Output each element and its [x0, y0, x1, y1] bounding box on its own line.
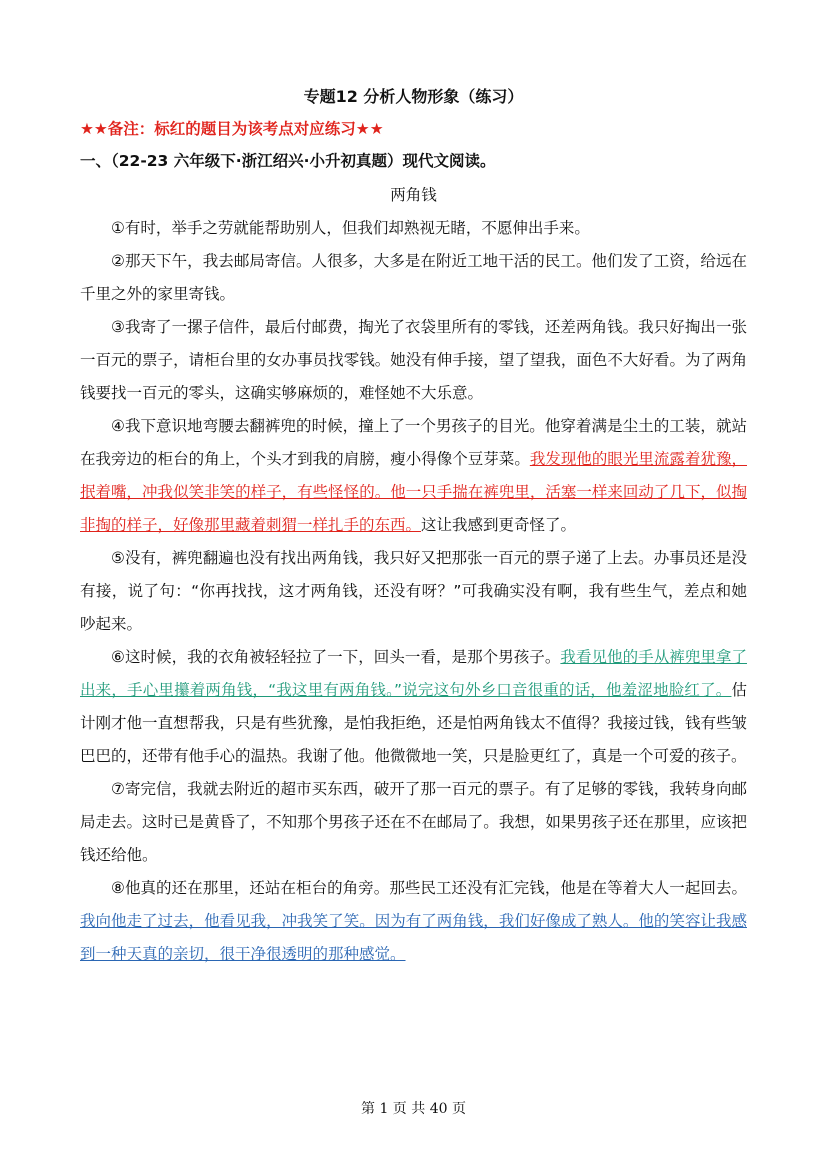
paragraph-3: ③我寄了一摞子信件，最后付邮费，掏光了衣袋里所有的零钱，还差两角钱。我只好掏出一张一百元的票子，请柜台里的女办事员找零钱。她没有伸手接，望了望我，面色不大好看。为了两角钱要找一百元的零头，这确实够麻烦的，难怪她不大乐意。: [80, 318, 747, 402]
paragraph-2: ②那天下午，我去邮局寄信。人很多，大多是在附近工地干活的民工。他们发了工资，给远在千里之外的家里寄钱。: [80, 252, 747, 303]
note-banner: ★★备注：标红的题目为该考点对应练习★★: [80, 120, 384, 138]
blue-underlined-passage: 我向他走了过去，他看见我，冲我笑了笑。因为有了两角钱，我们好像成了熟人。他的笑容让我感到一种天真的亲切，很干净很透明的那种感觉。: [80, 912, 747, 963]
paragraph-7: ⑦寄完信，我就去附近的超市买东西，破开了那一百元的票子。有了足够的零钱，我转身向邮局走去。这时已是黄昏了，不知那个男孩子还在不在邮局了。我想，如果男孩子还在那里，应该把钱还给他。: [80, 780, 747, 864]
paragraph-6: [80, 641, 747, 773]
paragraph-8: [80, 872, 747, 971]
page-title: 专题12 分析人物形象（练习）: [303, 87, 524, 106]
paragraph-4-text-a: ④我下意识地弯腰去翻裤兜的时候，撞上了一个男孩子的目光。他穿着满是尘土的工装，就站在我旁边的柜台的角上，个头才到我的肩膀，瘦小得像个豆芽菜。: [80, 417, 747, 468]
paragraph-6-text-a: ⑥这时候，我的衣角被轻轻拉了一下，回头一看，是那个男孩子。: [111, 648, 561, 666]
page-footer: 第 1 页 共 40 页: [361, 1101, 466, 1117]
paragraph-5: ⑤没有，裤兜翻遍也没有找出两角钱，我只好又把那张一百元的票子递了上去。办事员还是没有接，说了句：“你再找找，这才两角钱，还没有呀？”可我确实没有啊，我有些生气，差点和她吵起来。: [80, 549, 747, 633]
green-underlined-passage: 我看见他的手从裤兜里拿了出来，手心里攥着两角钱，“我这里有两角钱。”说完这句外乡口音很重的话，他羞涩地脸红了。: [80, 648, 747, 699]
paragraph-6-text-b: 估计刚才他一直想帮我，只是有些犹豫，是怕我拒绝，还是怕两角钱太不值得？我接过钱，钱有些皱巴巴的，还带有他手心的温热。我谢了他。他微微地一笑，只是脸更红了，真是一个可爱的孩子。: [80, 681, 747, 765]
red-underlined-passage: 我发现他的眼光里流露着犹豫，抿着嘴，冲我似笑非笑的样子，有些怪怪的。他一只手揣在裤兜里，活塞一样来回动了几下，似掏非掏的样子，好像那里藏着刺猬一样扎手的东西。: [80, 450, 747, 534]
essay-body: [80, 212, 747, 971]
section-heading: 一、（22-23 六年级下·浙江绍兴·小升初真题）现代文阅读。: [80, 152, 496, 170]
paragraph-1: ①有时，举手之劳就能帮助别人，但我们却熟视无睹，不愿伸出手来。: [111, 219, 590, 237]
paragraph-4: [80, 410, 747, 542]
essay-title: 两角钱: [390, 186, 437, 204]
paragraph-8-text-a: ⑧他真的还在那里，还站在柜台的角旁。那些民工还没有汇完钱，他是在等着大人一起回去。: [111, 879, 747, 897]
paragraph-4-text-b: 这让我感到更奇怪了。: [421, 516, 577, 534]
